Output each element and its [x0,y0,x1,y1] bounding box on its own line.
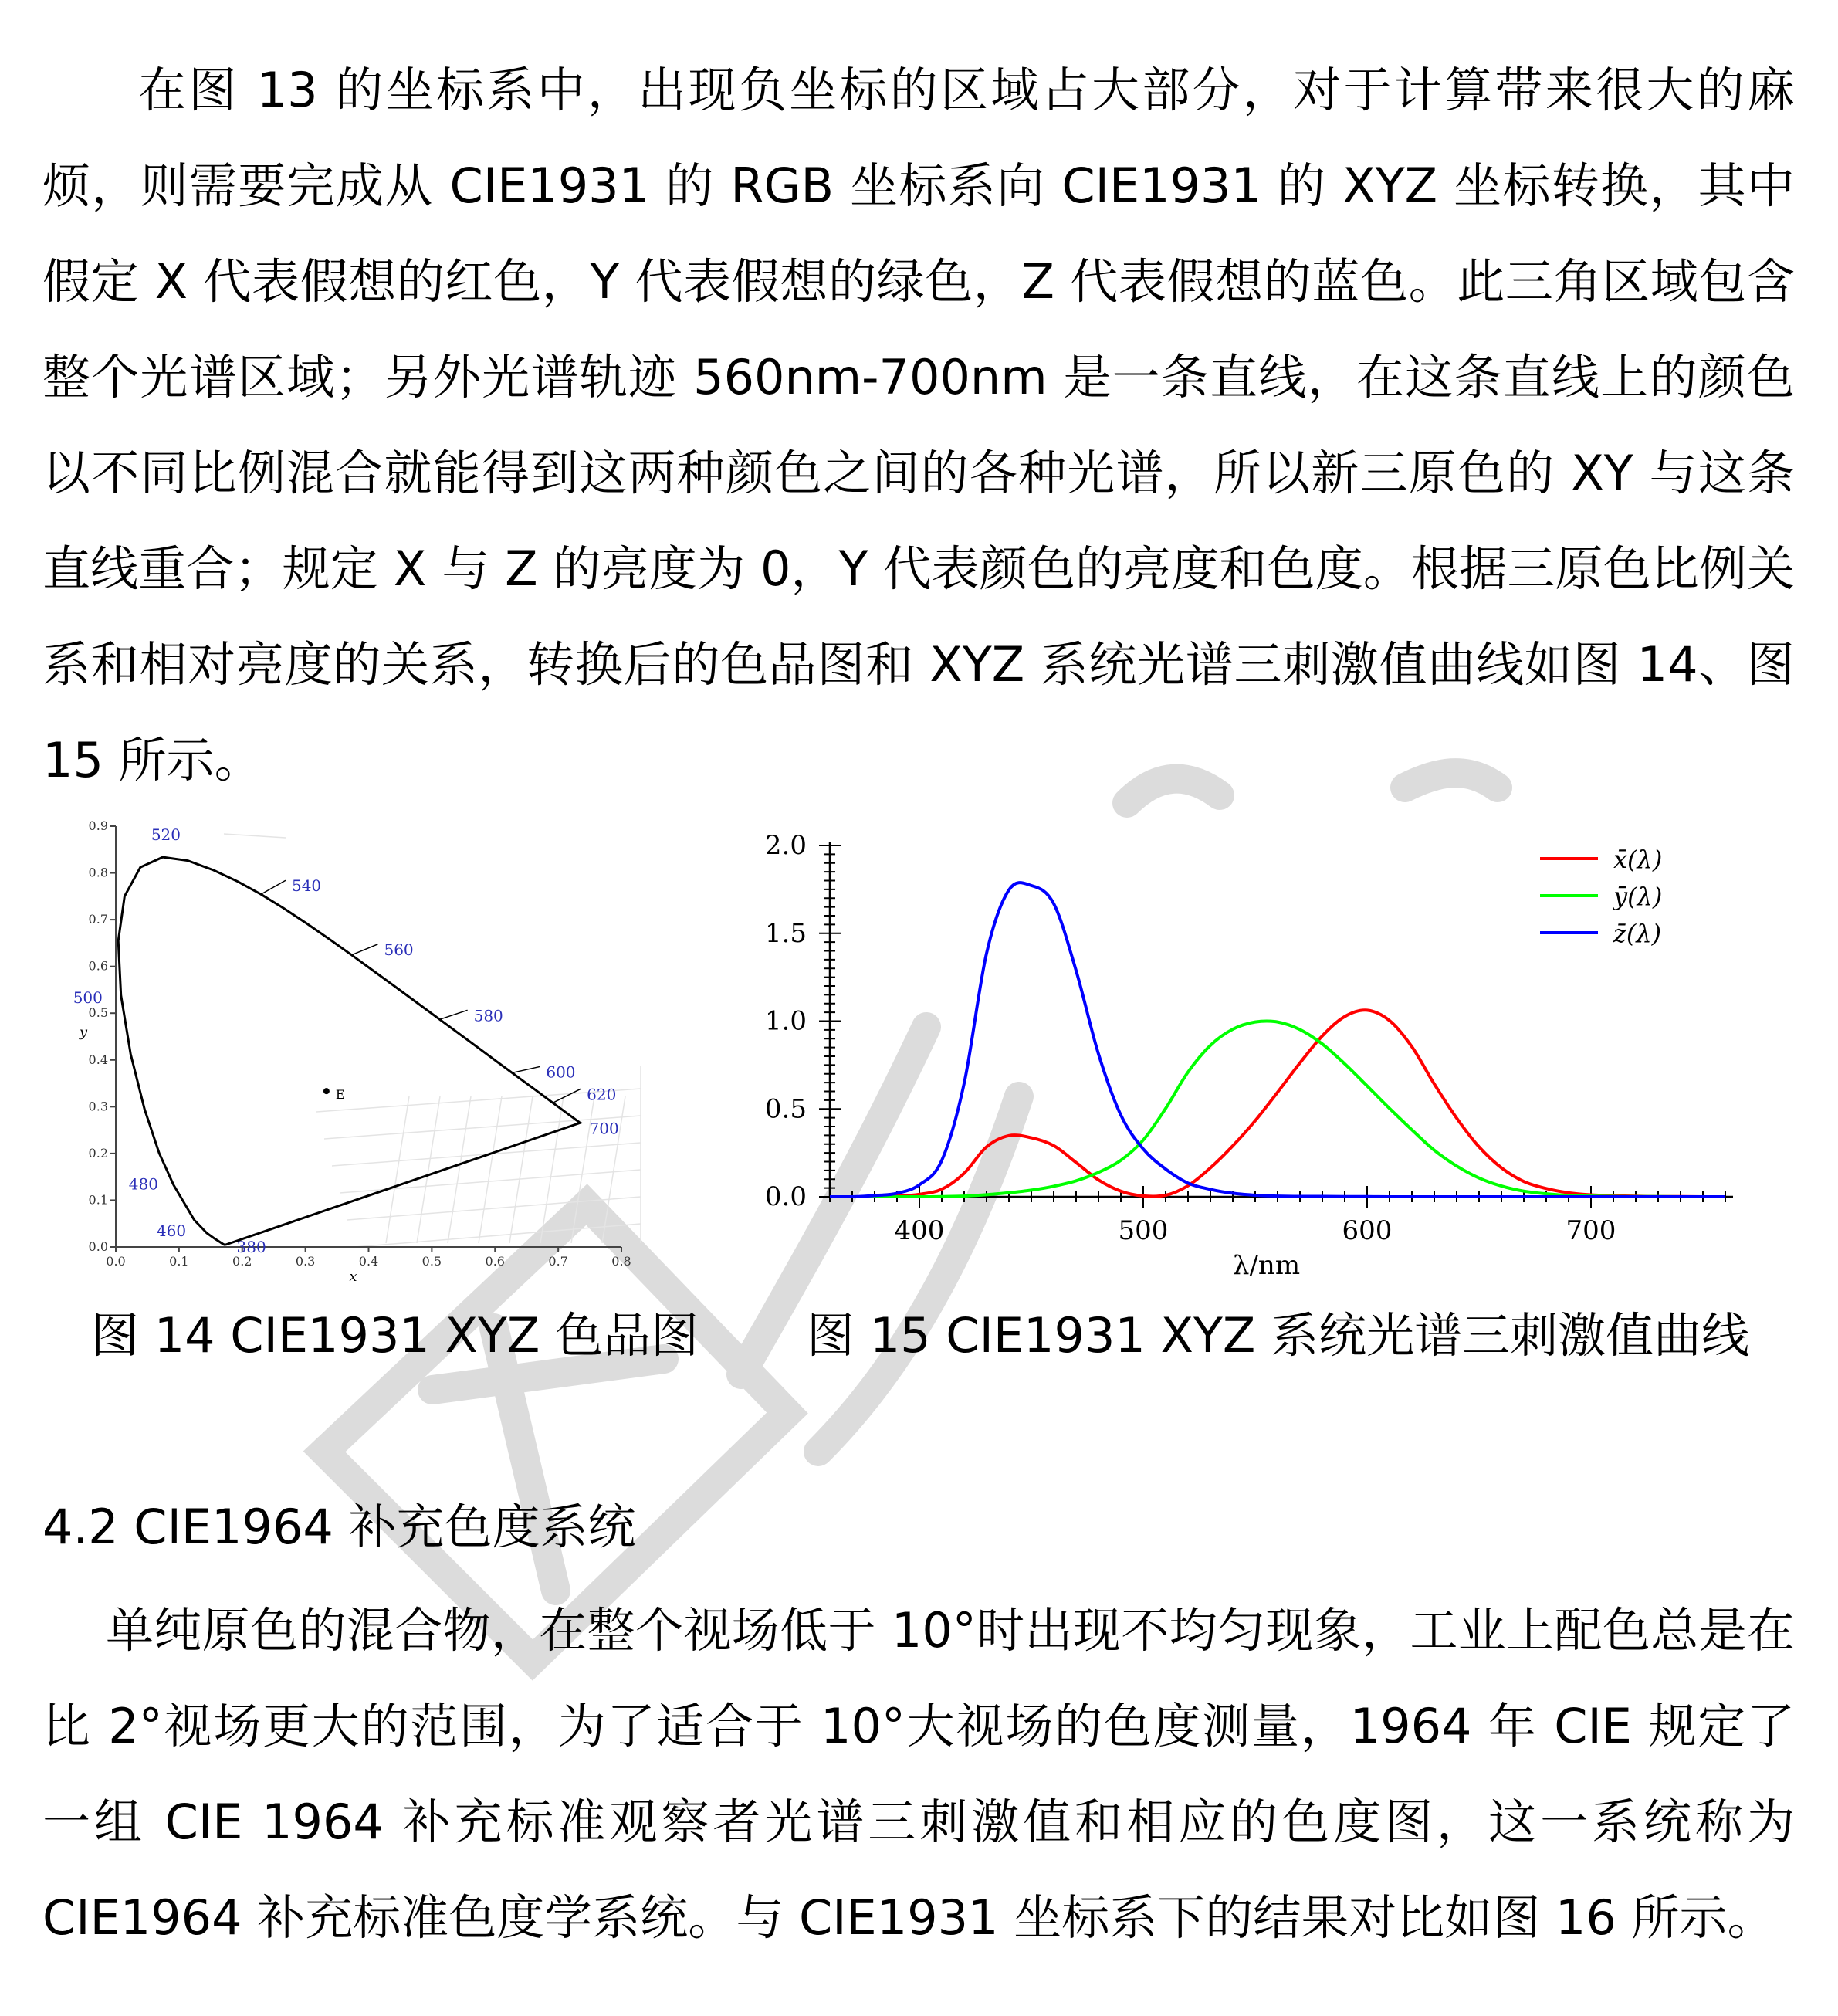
y-tick-label: 0.0 [88,1239,108,1254]
grid-line [386,1096,409,1243]
x-tick-label: 0.5 [421,1254,442,1269]
y-axis-label: y [79,1024,88,1041]
wavelength-label: 540 [291,876,322,896]
x-tick-labels [895,1215,1616,1246]
x-axis-label: x [349,1269,357,1285]
x-tick-label: 500 [1118,1215,1169,1246]
x-tick-label: 0.7 [548,1254,568,1269]
axes [116,826,621,1247]
grid-line [417,1096,440,1243]
legend [1540,845,1662,948]
x-tick-label: 0.3 [295,1254,316,1269]
y-tick-label: 0.3 [88,1099,108,1114]
wavelength-label: 580 [473,1006,503,1025]
y-tick-label: 0.2 [88,1145,108,1160]
y-tick-labels [89,818,116,1254]
body-paragraph-2: 单纯原色的混合物，在整个视场低于 10°时出现不均匀现象，工业上配色总是在比 2°视场更大的范围，为了适合于 10°大视场的色度测量，1964 年 CIE 规定了一组 CIE 1964 补充标准观察者光谱三刺激值和相应的色度图，这一系统称为 CIE1964 补充标准色度学系统。与 CIE1931 坐标系下的结果对比如图 16 所示。 [42,1602,1795,1946]
y-tick-label: 0.4 [88,1052,108,1067]
wavelength-label: 620 [587,1085,617,1104]
series-line-z-bar [830,883,1725,1197]
figure-14-caption: 图 14 CIE1931 XYZ 色品图 [91,1307,699,1364]
wavelength-label: 480 [128,1174,158,1194]
y-tick-label: 0.0 [764,1181,807,1212]
grid-line [224,834,286,838]
x-tick-label: 700 [1566,1215,1616,1246]
white-point-label: E [335,1087,345,1103]
y-tick-label: 0.6 [88,958,108,974]
y-tick-label: 0.7 [88,912,108,927]
spectral-locus [118,857,580,1245]
wavelength-labels [73,825,619,1256]
white-point-e [323,1088,330,1094]
x-tick-label: 400 [894,1215,945,1246]
wavelength-tick [440,1010,468,1019]
x-tick-label: 0.0 [106,1254,126,1269]
y-tick-label: 0.5 [88,1005,108,1021]
legend-label: ȳ(λ) [1613,882,1663,911]
series-line-x-bar [830,1010,1725,1197]
grid-line [355,1224,641,1247]
y-tick-labels [765,830,807,1212]
grid-line [448,1096,471,1243]
grid-line [540,1096,564,1243]
series-lines [830,883,1725,1197]
y-tick-label: 0.9 [88,818,108,833]
wavelength-label: 600 [546,1062,576,1082]
x-tick-label: 0.4 [358,1254,379,1269]
wavelength-tick [261,880,286,894]
wavelength-tick [553,1089,581,1103]
section-heading: 4.2 CIE1964 补充色度系统 [42,1499,636,1555]
figure-15-caption: 图 15 CIE1931 XYZ 系统光谱三刺激值曲线 [807,1307,1750,1364]
x-tick-label: 0.1 [169,1254,189,1269]
x-tick-labels [106,1247,631,1269]
tristimulus-curves-chart [733,811,1737,1281]
wavelength-tick [351,944,377,955]
x-axis-label: λ/nm [1232,1250,1301,1281]
body-paragraph-1: 在图 13 的坐标系中，出现负坐标的区域占大部分，对于计算带来很大的麻烦，则需要完成从 CIE1931 的 RGB 坐标系向 CIE1931 的 XYZ 坐标转换，其中假定 X 代表假想的红色，Y 代表假想的绿色，Z 代表假想的蓝色。此三角区域包含整个光谱区域；另外光谱轨迹 560nm-700nm 是一条直线，在这条直线上的颜色以不同比例混合就能得到这两种颜色之间的各种光谱，所以新三原色的 XY 与这条直线重合；规定 X 与 Z 的亮度为 0，Y 代表颜色的亮度和色度。根据三原色比例关系和相对亮度的关系，转换后的色品图和 XYZ 系统光谱三刺激值曲线如图 14、图 15 所示。 [42,62,1795,788]
x-tick-label: 0.8 [611,1254,631,1269]
wavelength-label: 500 [73,988,103,1007]
legend-label: x̄(λ) [1613,845,1663,874]
x-tick-label: 0.2 [232,1254,252,1269]
wavelength-label: 560 [384,940,414,959]
wavelength-label: 700 [589,1119,619,1138]
x-tick-label: 600 [1342,1215,1393,1246]
wavelength-label: 380 [236,1237,266,1256]
wavelength-tick [512,1066,540,1072]
legend-label: z̄(λ) [1613,919,1662,948]
grid-3d-backdrop [224,834,641,1247]
y-tick-label: 0.1 [88,1192,108,1208]
y-tick-label: 1.5 [764,917,807,949]
y-tick-label: 1.0 [764,1005,807,1037]
wavelength-label: 520 [151,825,181,845]
y-tick-label: 0.8 [88,865,108,880]
y-tick-label: 2.0 [764,830,807,861]
chromaticity-diagram [69,811,702,1285]
grid-line [479,1096,502,1243]
wavelength-label: 460 [156,1221,187,1241]
series-line-y-bar [830,1021,1725,1197]
y-tick-label: 0.5 [764,1093,807,1125]
grid-line [509,1096,533,1243]
x-tick-label: 0.6 [485,1254,505,1269]
